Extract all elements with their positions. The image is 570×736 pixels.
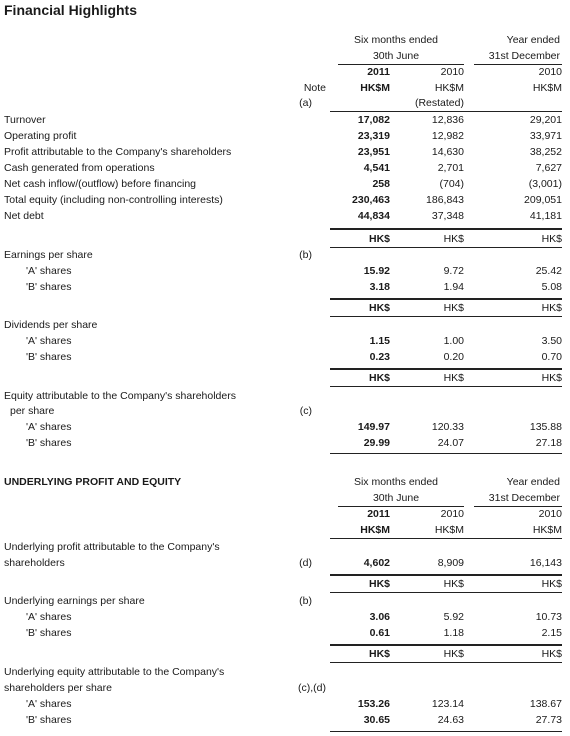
header-rule [474,64,562,65]
header-rule [474,506,562,507]
row-v2010h: 12,836 [431,114,464,126]
u-equity-b-label: 'B' shares [26,714,72,726]
unit-hk: HK$ [443,302,464,314]
section-rule [330,247,562,248]
eps-b-2010y: 5.08 [541,281,562,293]
u-equity-a-label: 'A' shares [26,698,72,710]
eps-a-2011: 15.92 [363,265,390,277]
u-eps-b-2010h: 1.18 [443,627,464,639]
row-v2010y: (3,001) [528,178,562,190]
equity-b-label: 'B' shares [26,437,72,449]
equity-b-2010y: 27.18 [535,437,562,449]
section-rule [330,298,562,300]
row-v2010y: 33,971 [529,130,562,142]
six-months-date-1: 30th June [372,50,420,62]
section-rule [330,592,562,593]
unit-hk: HK$ [541,302,562,314]
u-equity-a-2010h: 123.14 [431,698,464,710]
u-profit-label-2: shareholders [4,557,65,569]
u-equity-label-2: shareholders per share [4,682,112,694]
year-ended-date-1: 31st December [488,50,560,62]
header-bottom-rule [330,111,562,112]
u-equity-a-2011: 153.26 [357,698,390,710]
col-2010-year: 2010 [538,508,562,520]
equity-b-2011: 29.99 [363,437,390,449]
u-profit-2010h: 8,909 [437,557,464,569]
unit-hk: HK$ [541,372,562,384]
u-eps-a-2011: 3.06 [369,611,390,623]
dps-b-label: 'B' shares [26,351,72,363]
row-v2010y: 29,201 [529,114,562,126]
dps-label: Dividends per share [4,319,98,331]
row-v2011: 230,463 [352,194,390,206]
row-label: Turnover [4,114,46,126]
eps-b-2010h: 1.94 [443,281,464,293]
eps-a-label: 'A' shares [26,265,72,277]
eps-label: Earnings per share [4,249,93,261]
unit-hk: HK$ [443,648,464,660]
eps-b-label: 'B' shares [26,281,72,293]
section-rule [330,386,562,387]
u-eps-b-2010y: 2.15 [541,627,562,639]
row-v2011: 44,834 [357,210,390,222]
u-profit-2011: 4,602 [363,557,390,569]
unit-hk: HK$ [541,648,562,660]
unit-hk: HK$ [368,302,390,314]
row-label: Operating profit [4,130,77,142]
u-eps-a-label: 'A' shares [26,611,72,623]
section-rule [330,662,562,663]
year-ended-header-2: Year ended [506,476,560,488]
equity-ps-label-2: per share [10,405,55,417]
unit-hk: HK$ [368,233,390,245]
section-rule [330,731,562,732]
col-2011: 2011 [367,508,390,520]
dps-a-2010h: 1.00 [443,335,464,347]
equity-a-2010y: 135.88 [529,421,562,433]
row-label: Cash generated from operations [4,162,155,174]
section-rule [330,644,562,646]
u-equity-note: (c),(d) [298,682,326,694]
unit-2011: HK$M [360,524,390,536]
row-label: Profit attributable to the Company's shareholders [4,146,232,158]
u-eps-b-2011: 0.61 [369,627,390,639]
unit-hk: HK$ [443,372,464,384]
dps-b-2010y: 0.70 [541,351,562,363]
unit-hk: HK$ [541,233,562,245]
equity-ps-note: (c) [299,405,312,417]
header-rule [338,506,464,507]
row-v2010y: 38,252 [529,146,562,158]
u-equity-b-2011: 30.65 [363,714,390,726]
row-v2010y: 7,627 [535,162,562,174]
row-v2011: 258 [372,178,390,190]
note-a: (a) [299,97,312,109]
row-v2010y: 209,051 [524,194,562,206]
u-eps-label: Underlying earnings per share [4,595,145,607]
header-bottom-rule [330,538,562,539]
section-rule [330,453,562,454]
eps-a-2010y: 25.42 [535,265,562,277]
dps-b-2010h: 0.20 [443,351,464,363]
u-eps-b-label: 'B' shares [26,627,72,639]
row-label: Total equity (including non-controlling interests) [4,194,223,206]
u-equity-b-2010y: 27.73 [535,714,562,726]
section-rule [330,228,562,230]
row-v2010h: 2,701 [437,162,464,174]
eps-b-2011: 3.18 [369,281,390,293]
section-rule [330,368,562,370]
row-v2011: 4,541 [363,162,390,174]
u-profit-2010y: 16,143 [529,557,562,569]
unit-2010-year: HK$M [532,524,562,536]
u-eps-a-2010h: 5.92 [443,611,464,623]
row-v2011: 23,319 [357,130,390,142]
row-v2010h: 14,630 [431,146,464,158]
unit-hk: HK$ [368,372,390,384]
equity-a-2010h: 120.33 [431,421,464,433]
unit-hk: HK$ [443,233,464,245]
unit-hk: HK$ [368,578,390,590]
equity-a-2011: 149.97 [357,421,390,433]
section-rule [330,574,562,576]
eps-a-2010h: 9.72 [443,265,464,277]
row-v2010h: (704) [439,178,464,190]
row-v2011: 17,082 [357,114,390,126]
u-equity-a-2010y: 138.67 [529,698,562,710]
u-profit-note: (d) [299,557,312,569]
row-v2010y: 41,181 [529,210,562,222]
year-ended-date-2: 31st December [488,492,560,504]
page-title: Financial Highlights [4,2,138,18]
u-profit-label: Underlying profit attributable to the Company's [4,541,220,553]
eps-note: (b) [299,249,312,261]
row-v2010h: 186,843 [426,194,464,206]
underlying-section-title: UNDERLYING PROFIT AND EQUITY [4,476,182,488]
six-months-date-2: 30th June [372,492,420,504]
six-months-header-2: Six months ended [353,476,439,488]
unit-2010-half: HK$M [434,524,464,536]
dps-b-2011: 0.23 [369,351,390,363]
dps-a-2010y: 3.50 [541,335,562,347]
unit-2010-half: HK$M [434,82,464,94]
row-label: Net cash inflow/(outflow) before financing [4,178,197,190]
row-v2010h: 37,348 [431,210,464,222]
section-rule [330,316,562,317]
note-header: Note [303,82,326,94]
equity-b-2010h: 24.07 [437,437,464,449]
equity-a-label: 'A' shares [26,421,72,433]
dps-a-2011: 1.15 [369,335,390,347]
unit-hk: HK$ [443,578,464,590]
u-equity-b-2010h: 24.63 [437,714,464,726]
unit-hk: HK$ [541,578,562,590]
col-2010-half: 2010 [440,66,464,78]
equity-ps-label: Equity attributable to the Company's shareholders [4,390,236,402]
restated-label: (Restated) [414,97,464,109]
col-2010-year: 2010 [538,66,562,78]
row-v2010h: 12,982 [431,130,464,142]
u-eps-a-2010y: 10.73 [535,611,562,623]
u-eps-note: (b) [299,595,312,607]
header-rule [338,64,464,65]
six-months-header-1: Six months ended [353,34,439,46]
col-2011: 2011 [367,66,390,78]
row-v2011: 23,951 [357,146,390,158]
unit-hk: HK$ [368,648,390,660]
u-equity-label: Underlying equity attributable to the Company's [4,666,225,678]
unit-2010-year: HK$M [532,82,562,94]
year-ended-header-1: Year ended [506,34,560,46]
row-label: Net debt [4,210,44,222]
col-2010-half: 2010 [440,508,464,520]
dps-a-label: 'A' shares [26,335,72,347]
unit-2011: HK$M [360,82,390,94]
